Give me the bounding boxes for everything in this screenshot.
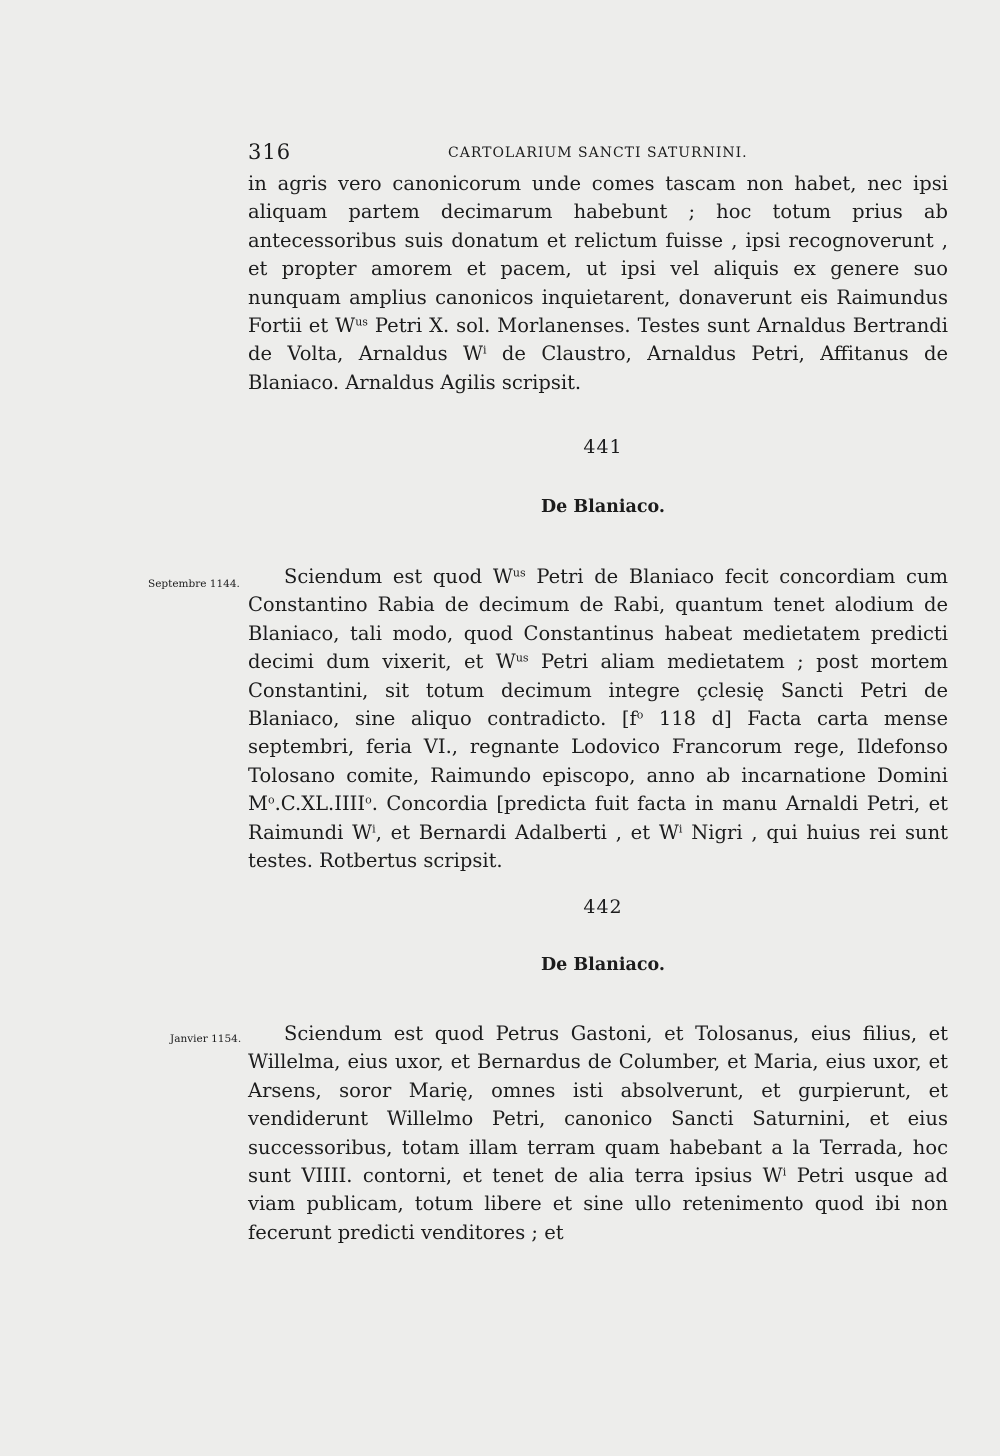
charter-441-body <box>248 563 948 875</box>
running-head <box>248 140 948 170</box>
charter-442-title: De Blaniaco. <box>540 955 665 975</box>
page-number: 316 <box>248 140 292 164</box>
charter-441-margin-date: Septembre 1144. <box>148 578 240 590</box>
charter-442-number: 442 <box>583 896 623 918</box>
continuation-paragraph <box>248 170 948 397</box>
continuation-text: in agris vero canonicorum unde comes tascam non habet, nec ipsi aliquam partem decimarum habebunt ; hoc totum prius ab antecessoribus suis donatum et relictum fuisse , ipsi recognoverunt , et propter amorem et pacem, ut ipsi vel aliquis ex genere suo nunquam amplius canonicos inquietarent, donaverunt eis Raimundus Fortii et $W^{us}$ Petri X. sol. Morlanenses. Testes sunt Arnaldus Bertrandi de Volta, Arnaldus $W^i$ de Claustro, Arnaldus Petri, Affitanus de Blaniaco. Arnaldus Agilis scripsit. <box>248 172 949 394</box>
charter-441-text: Sciendum est quod $W^{us}$ Petri de Blaniaco fecit concordiam cum Constantino Rabia de decimum de Rabi, quantum tenet alodium de Blaniaco, tali modo, quod Constantinus habeat medietatem predicti decimi dum vixerit, et $W^{us}$ Petri aliam medietatem ; post mortem Constantini, sit totum decimum integre çclesię Sancti Petri de Blaniaco, sine aliquo contradicto. [$f^o$ 118 d] Facta carta mense septembri, feria VI., regnante Lodovico Francorum rege, Ildefonso Tolosano comite, Raimundo episcopo, anno ab incarnatione Domini $M^o.C.XL.IIII^o$. Concordia [predicta fuit facta in manu Arnaldi Petri, et Raimundi $W^i$, et Bernardi Adalberti , et $W^i$ Nigri , qui huius rei sunt testes. Rotbertus scripsit. <box>248 565 948 873</box>
charter-442-margin-date: Janvier 1154. <box>170 1033 242 1045</box>
charter-441-number: 441 <box>583 436 623 458</box>
charter-442-body <box>248 1020 948 1247</box>
running-title: CARTOLARIUM SANCTI SATURNINI. <box>448 145 748 161</box>
charter-442-text: Sciendum est quod Petrus Gastoni, et Tolosanus, eius filius, et Willelma, eius uxor, et Bernardus de Columber, et Maria, eius uxor, et Arsens, soror Marię, omnes isti absolverunt, et gurpierunt, et vendiderunt Willelmo Petri, canonico Sancti Saturnini, et eius successoribus, totam illam terram quam habebant a la Terrada, hoc sunt VIIII. contorni, et tenet de alia terra ipsius $W^i$ Petri usque ad viam publicam, totum libere et sine ullo retenimento quod ibi non fecerunt predicti venditores ; et <box>248 1022 949 1244</box>
charter-441-title: De Blaniaco. <box>540 497 665 517</box>
